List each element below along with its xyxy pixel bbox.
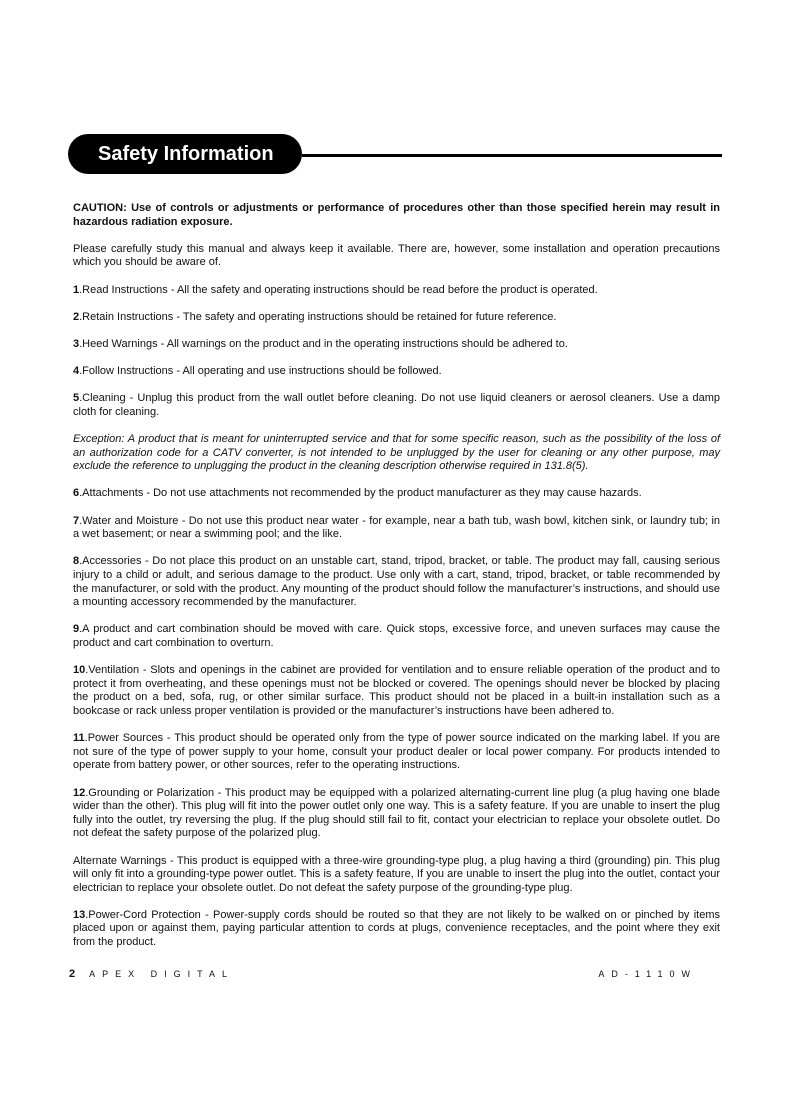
item-text: .Ventilation - Slots and openings in the cabinet are provided for ventilation and to ensure reliable operation of the product and to protect it from overheating, and these openings must not be blocked or covered. The openings should never be blocked by placing the product on a bed, sofa, rug, or other similar surface. This product should not be placed in a built-in installation such as a bookcase or rack unless proper ventilation is provided or the manufacturer’s instructions have been adhered to. [73,664,720,717]
item-number: 13 [73,908,86,921]
item-text: .Power Sources - This product should be operated only from the type of power source indicated on the marking label. If you are not sure of the type of power supply to your home, consult your product dealer or local power company. For products intended to operate from battery power, or other sources, refer to the operating instructions. [73,732,720,772]
safety-item-10 [73,664,720,718]
exception-paragraph: Exception: A product that is meant for uninterrupted service and that for some specific reason, such as the possibility of the loss of an authorization code for a CATV converter, is not intended to be unplugged by the user for cleaning or any other purpose, may exclude the reference to unplugging the product in the cleaning description otherwise required in 131.8(5). [73,433,720,473]
item-number: 5 [73,392,80,405]
item-number: 4 [73,365,80,378]
safety-item-6 [73,487,720,501]
page-title: Safety Information [68,134,302,174]
safety-item-13 [73,909,720,950]
safety-item-1 [73,284,720,298]
item-number: 10 [73,664,86,677]
item-text: .Cleaning - Unplug this product from the wall outlet before cleaning. Do not use liquid cleaners or aerosol cleaners. Use a damp cloth for cleaning. [73,392,720,418]
safety-item-11 [73,732,720,773]
intro-paragraph: Please carefully study this manual and always keep it available. There are, however, some installation and operation precautions which you should be aware of. [73,242,720,269]
safety-item-4 [73,365,720,379]
item-text: .Water and Moisture - Do not use this product near water - for example, near a bath tub, wash bowl, kitchen sink, or laundry tub; in a wet basement; or near a swimming pool; and the like. [73,514,720,541]
item-text: .Grounding or Polarization - This product may be equipped with a polarized alternating-current line plug (a plug having one blade wider than the other). This plug will fit into the power outlet only one way. This is a safety feature. If you are unable to insert the plug fully into the outlet, try reversing the plug. If the plug should still fail to fit, contact your electrician to replace your obsolete outlet. Do not defeat the safety purpose of the polarized plug. [73,786,720,840]
footer-brand: APEX DIGITAL [89,969,234,979]
item-text: .Heed Warnings - All warnings on the product and in the operating instructions should be adhered to. [79,337,568,350]
item-text: .Power-Cord Protection - Power-supply cords should be routed so that they are not likely to be walked on or pinched by items placed upon or against them, paying particular attention to cords at plugs, convenience receptacles, and the point where they exit from the product. [73,908,720,949]
item-number: 11 [73,732,85,745]
item-number: 12 [73,786,86,799]
title-rule [302,154,722,157]
item-text: .Read Instructions - All the safety and operating instructions should be read before the product is operated. [79,283,598,296]
caution-paragraph: CAUTION: Use of controls or adjustments or performance of procedures other than those specified herein may result in hazardous radiation exposure. [73,202,720,228]
item-text: .A product and cart combination should be moved with care. Quick stops, excessive force, and uneven surfaces may cause the product and cart combination to overturn. [73,623,720,649]
safety-item-8 [73,555,720,609]
item-number: 1 [73,283,80,296]
item-number: 9 [73,623,80,636]
item-number: 7 [73,514,80,527]
section-header [68,134,722,174]
item-number: 2 [73,310,80,323]
safety-content [73,202,720,963]
item-text: .Retain Instructions - The safety and operating instructions should be retained for future reference. [79,310,557,323]
item-number: 6 [73,487,80,500]
item-text: .Accessories - Do not place this product on an unstable cart, stand, tripod, bracket, or table. The product may fall, causing serious injury to a child or adult, and serious damage to the product. Use only with a cart, stand, tripod, bracket, or table recommended by the manufacturer, or sold with the product. Any mounting of the product should follow the manufacturer’s instructions, and should use a mounting accessory recommended by the manufacturer. [73,555,720,609]
footer-model: AD-1110W [598,969,697,979]
footer-left [69,968,234,980]
item-number: 8 [73,555,80,568]
safety-item-5 [73,392,720,419]
safety-item-3 [73,338,720,352]
safety-item-2 [73,311,720,325]
item-text: .Follow Instructions - All operating and use instructions should be followed. [79,365,442,378]
safety-item-7 [73,515,720,542]
alternate-warnings-paragraph: Alternate Warnings - This product is equipped with a three-wire grounding-type plug, a plug having a third (grounding) pin. This plug will only fit into a grounding-type power outlet. This is a safety feature, If you are unable to insert the plug into the outlet, contact your electrician to replace your obsolete outlet. Do not defeat the safety purpose of the grounding-type plug. [73,854,720,894]
safety-item-12 [73,787,720,841]
item-text: .Attachments - Do not use attachments not recommended by the product manufacturer as they may cause hazards. [79,487,642,500]
item-number: 3 [73,337,80,350]
safety-item-9 [73,623,720,650]
page-number: 2 [69,968,76,980]
